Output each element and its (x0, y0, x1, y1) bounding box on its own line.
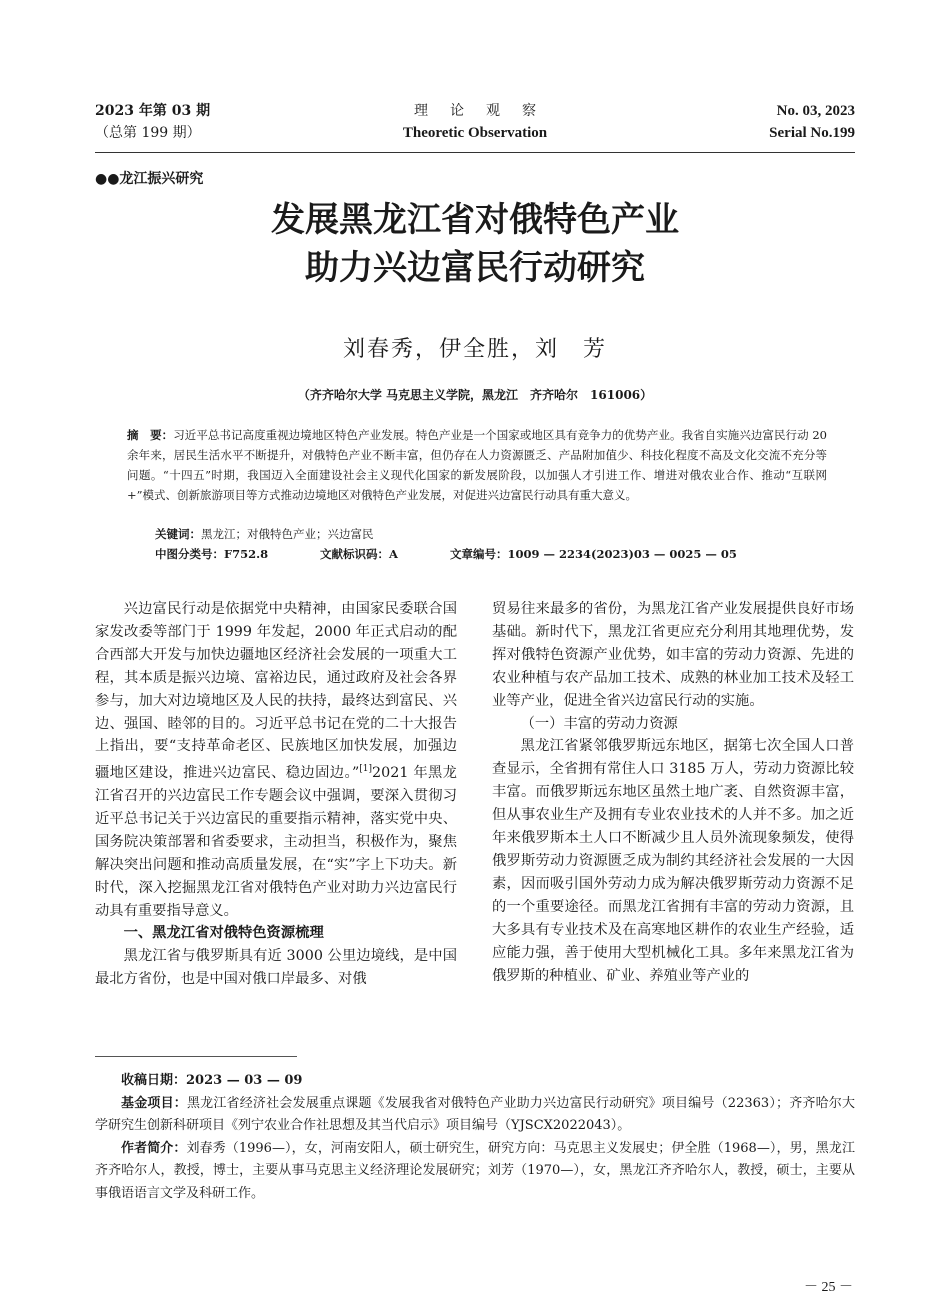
received-date: 收稿日期：2023 — 03 — 09 (121, 1073, 303, 1088)
abstract-label: 摘 要： (127, 428, 174, 442)
article-title (0, 196, 950, 292)
issue-number: 2023 年第 03 期 (95, 103, 211, 119)
issue-number-en: No. 03, 2023 (776, 103, 855, 119)
title-line-2: 助力兴边富民行动研究 (305, 248, 645, 288)
keywords-label: 关键词： (155, 527, 201, 541)
subsection-heading: （一）丰富的劳动力资源 (520, 715, 678, 732)
clc-number: 中图分类号：F752.8 (155, 547, 269, 561)
fund-info: 基金项目：黑龙江省经济社会发展重点课题《发展我省对俄特色产业助力兴边富民行动研究》项目编号（22363）；齐齐哈尔大学研究生创新科研项目《列宁农业合作社思想及其当代启示》项目编号（YJSCX2022043）。 (95, 1095, 855, 1133)
paragraph: 黑龙江省与俄罗斯具有近 3000 公里边境线，是中国最北方省份，也是中国对俄口岸最多、对俄 (95, 948, 457, 988)
classification-row (155, 546, 775, 562)
title-line-1: 发展黑龙江省对俄特色产业 (271, 200, 679, 240)
authors: 刘春秀，伊全胜，刘 芳 (342, 337, 607, 362)
citation-ref: [1] (359, 764, 373, 775)
page-number: － 25 － (804, 1280, 853, 1295)
header-divider (95, 152, 855, 153)
section-heading: 一、黑龙江省对俄特色资源梳理 (123, 925, 324, 942)
affiliation: （齐齐哈尔大学 马克思主义学院，黑龙江 齐齐哈尔 161006） (297, 388, 653, 402)
paragraph: 兴边富民行动是依据党中央精神，由国家民委联合国家发改委等部门于 1999 年发起，2000 年正式启动的配合西部大开发与加快边疆地区经济社会发展的一项重大工程，其本质是振兴边境、富裕边民，通过政府及社会各界参与，加大对边境地区及人民的扶持，最终达到富民、兴边、强国、睦邻的目的。习近平总书记在党的二十大报告上指出，要“支持革命老区、民族地区加快发展，加强边疆地区建设，推进兴边富民、稳边固边。”[1]2021 年黑龙江省召开的兴边富民工作专题会议中强调，要深入贯彻习近平总书记关于兴边富民的重要指示精神，落实党中央、国务院决策部署和省委要求，主动担当，积极作为，聚焦解决突出问题和推动高质量发展，在“实”字上下功夫。新时代，深入挖掘黑龙江省对俄特色产业对助力兴边富民行动具有重要指导意义。 (95, 601, 457, 919)
body-column-left (95, 598, 457, 991)
journal-title-cn: 理论观察 (414, 103, 558, 119)
keywords-text: 黑龙江；对俄特色产业；兴边富民 (201, 527, 374, 541)
paragraph: 黑龙江省紧邻俄罗斯远东地区，据第七次全国人口普查显示，全省拥有常住人口 3185 万人，劳动力资源比较丰富。而俄罗斯远东地区虽然土地广袤、自然资源丰富，但从事农业生产及拥有专业农业技术的人并不多。加之近年来俄罗斯本土人口不断减少且人员外流现象频发，使得俄罗斯劳动力资源匮乏成为制约其经济社会发展的一大因素，因而吸引国外劳动力成为解决俄罗斯劳动力资源不足的一个重要途径。而黑龙江省拥有丰富的劳动力资源，且大多具有专业技术及在高寒地区耕作的农业生产经验，适应能力强，善于使用大型机械化工具。多年来黑龙江省为俄罗斯的种植业、矿业、养殖业等产业的 (492, 738, 854, 984)
footnotes (95, 1070, 855, 1205)
footnote-divider (95, 1056, 297, 1057)
paragraph: 贸易往来最多的省份，为黑龙江省产业发展提供良好市场基础。新时代下，黑龙江省更应充分利用其地理优势，发挥对俄特色资源产业优势，如丰富的劳动力资源、先进的农业种植与农产品加工技术、成熟的林业加工技术及轻工业等产业，促进全省兴边富民行动的实施。 (492, 601, 854, 709)
column-tag: ●●龙江振兴研究 (95, 171, 204, 187)
journal-title-en: Theoretic Observation (402, 125, 548, 141)
keywords (155, 526, 374, 542)
serial-number: （总第 199 期） (95, 125, 201, 141)
body-column-right (492, 598, 854, 987)
article-number: 文章编号：1009 — 2234(2023)03 — 0025 — 05 (450, 547, 737, 561)
abstract (127, 425, 827, 505)
header-issue-right (769, 100, 855, 144)
author-bio: 作者简介：刘春秀（1996—），女，河南安阳人，硕士研究生，研究方向：马克思主义发展史；伊全胜（1968—），男，黑龙江齐齐哈尔人，教授，博士，主要从事马克思主义经济理论发展研究；刘芳（1970—），女，黑龙江齐齐哈尔人，教授，硕士，主要从事俄语语言文学及科研工作。 (95, 1140, 855, 1201)
document-code: 文献标识码：A (320, 547, 398, 561)
serial-number-en: Serial No.199 (769, 125, 855, 141)
abstract-text: 习近平总书记高度重视边境地区特色产业发展。特色产业是一个国家或地区具有竞争力的优势产业。我省自实施兴边富民行动 20 余年来，居民生活水平不断提升，对俄特色产业不断丰富，但仍存在人力资源匮乏、产品附加值少、科技化程度不高及文化交流不充分等问题。“十四五”时期，我国迈入全面建设社会主义现代化国家的新发展阶段，以加强人才引进工作、增进对俄农业合作、推动“互联网+”模式、创新旅游项目等方式推动边境地区对俄特色产业发展，对促进兴边富民行动具有重大意义。 (127, 428, 827, 502)
